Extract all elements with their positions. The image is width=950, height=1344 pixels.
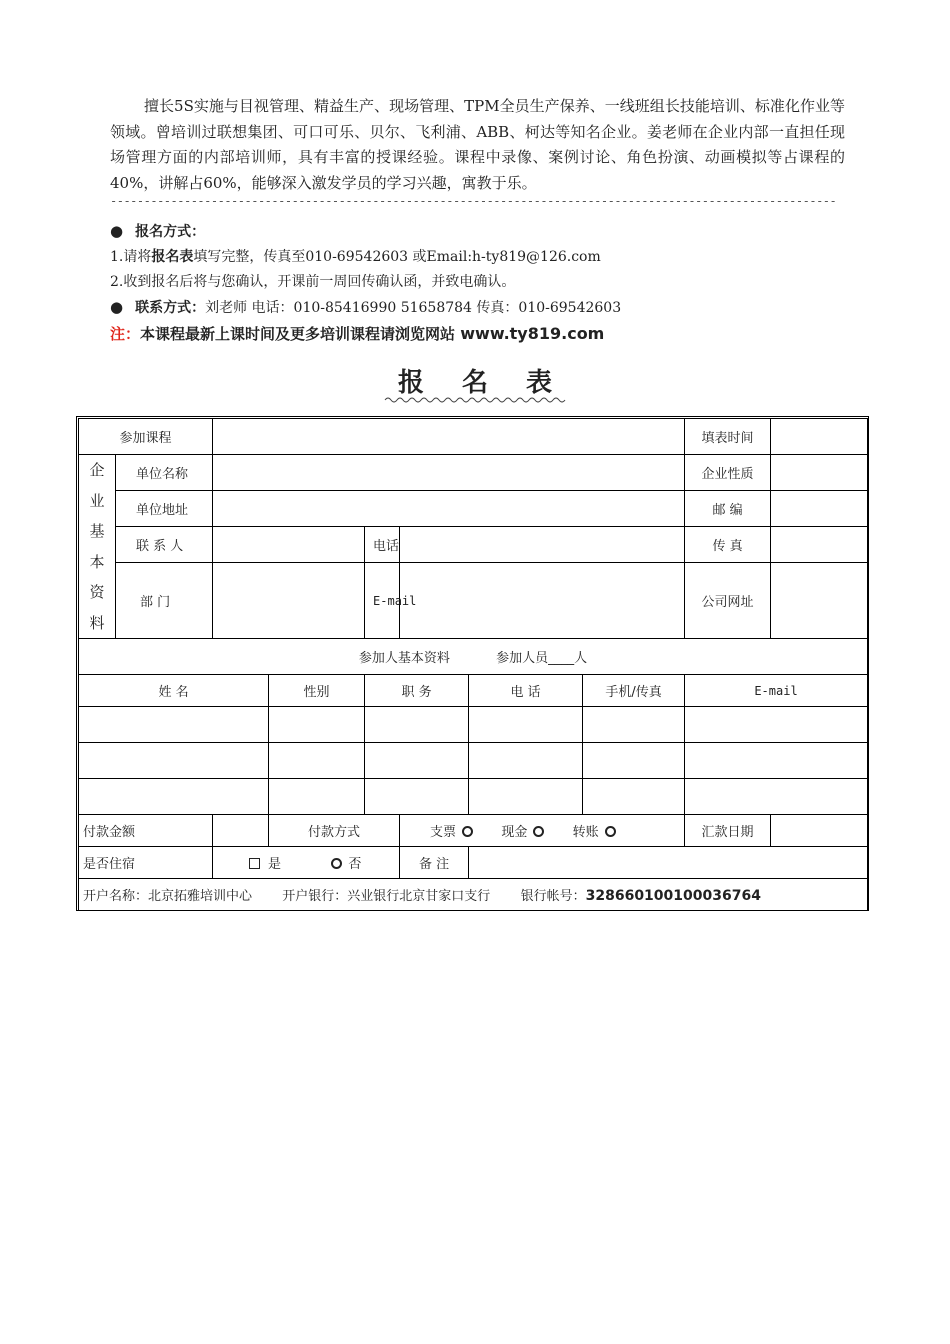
bullet-icon: ● [110,222,124,240]
checkbox-yes-icon[interactable] [249,858,260,869]
step1-bold: 报名表 [151,249,194,265]
attendee-phone-field[interactable] [469,743,583,779]
col-gender: 性别 [269,675,365,707]
lodging-options [213,847,400,879]
registration-section [110,219,621,347]
attendee-mobile-field[interactable] [583,707,685,743]
attendee-mobile-field[interactable] [583,743,685,779]
col-email: E-mail [685,675,868,707]
col-phone: 电 话 [469,675,583,707]
radio-transfer-icon[interactable] [605,826,616,837]
account-name: 开户名称：北京拓雅培训中心 [83,889,253,904]
attendee-row [79,743,868,779]
contact-person-label: 联 系 人 [116,527,213,563]
course-label: 参加课程 [79,419,213,455]
attendee-row [79,779,868,815]
title-underline [385,396,570,404]
attendee-name-field[interactable] [79,779,269,815]
attendee-name-field[interactable] [79,707,269,743]
company-name-label: 单位名称 [116,455,213,491]
contact-person-field[interactable] [213,527,365,563]
attendee-gender-field[interactable] [269,779,365,815]
postcode-label: 邮 编 [685,491,771,527]
option-check-label: 支票 [430,825,457,840]
contact-label: 联系方式： [135,300,206,316]
form-title: 报名表 [397,368,590,398]
step1-prefix: 1.请将 [110,249,152,265]
payment-method-label: 付款方式 [269,815,400,847]
remarks-label: 备 注 [400,847,469,879]
payment-options [400,815,685,847]
course-row [79,419,868,455]
bank-row [79,879,868,911]
lodging-row [79,847,868,879]
registration-step-1 [110,245,621,270]
attendee-email-field[interactable] [685,707,868,743]
attendee-gender-field[interactable] [269,707,365,743]
contact-line [110,295,621,321]
bank-info [79,879,868,911]
registration-form [78,418,868,911]
remarks-field[interactable] [469,847,868,879]
attendee-phone-field[interactable] [469,779,583,815]
fax-field[interactable] [771,527,868,563]
postcode-field[interactable] [771,491,868,527]
attendee-section-header [79,639,868,675]
attendee-section-label: 参加人基本资料 [358,651,450,666]
option-yes-label: 是 [268,857,282,872]
attendee-position-field[interactable] [365,707,469,743]
phone-field[interactable] [400,527,685,563]
account-number-label: 银行帐号： [520,889,586,904]
address-field[interactable] [213,491,685,527]
divider-line: ------------------------------------------------------------------------------------------------------------ [110,194,837,208]
attendee-phone-field[interactable] [469,707,583,743]
attendee-count-field[interactable]: 参加人员____人 [496,651,588,666]
payment-row [79,815,868,847]
attendee-mobile-field[interactable] [583,779,685,815]
intro-paragraph [110,94,845,196]
note-label: 注： [110,325,141,343]
company-section-text: 企业基本资料 [89,461,105,632]
remit-date-field[interactable] [771,815,868,847]
account-number: 328660100100036764 [585,888,761,904]
company-type-field[interactable] [771,455,868,491]
payment-amount-field[interactable] [213,815,269,847]
option-transfer-label: 转账 [572,825,599,840]
attendee-position-field[interactable] [365,743,469,779]
website-field[interactable] [771,563,868,639]
radio-check-icon[interactable] [462,826,473,837]
registration-step-2: 2.收到报名后将与您确认，开课前一周回传确认函，并致电确认。 [110,274,516,290]
remit-date-label: 汇款日期 [685,815,771,847]
website-link[interactable]: www.ty819.com [460,324,605,343]
department-label: 部 门 [116,563,213,639]
department-field[interactable] [213,563,365,639]
option-no-label: 否 [348,857,362,872]
col-mobile: 手机/传真 [583,675,685,707]
lodging-label: 是否住宿 [79,847,213,879]
address-row [79,491,868,527]
note-text: 本课程最新上课时间及更多培训课程请浏览网站 [140,325,461,343]
note-line [110,321,621,347]
col-position: 职 务 [365,675,469,707]
attendee-email-field[interactable] [685,743,868,779]
option-cash-label: 现金 [501,825,528,840]
email-field[interactable] [400,563,685,639]
phone-label: 电话 [365,527,400,563]
fill-time-label: 填表时间 [685,419,771,455]
bullet-icon: ● [110,298,124,316]
col-name: 姓 名 [79,675,269,707]
company-section-label [79,455,116,639]
address-label: 单位地址 [116,491,213,527]
contact-info: 刘老师 电话：010-85416990 51658784 传真：010-69542603 [205,300,622,316]
attendee-header-row [79,675,868,707]
attendee-name-field[interactable] [79,743,269,779]
registration-heading-text: 报名方式： [135,224,206,240]
attendee-row [79,707,868,743]
company-name-row [79,455,868,491]
company-name-field[interactable] [213,455,685,491]
attendee-section-row [79,639,868,675]
fax-label: 传 真 [685,527,771,563]
website-label: 公司网址 [685,563,771,639]
registration-heading [110,219,621,245]
radio-cash-icon[interactable] [533,826,544,837]
contact-row [79,527,868,563]
bank-name: 开户银行：兴业银行北京甘家口支行 [282,889,491,904]
email-label: E-mail [365,563,400,639]
step1-suffix: 填写完整，传真至010-69542603 或Email:h-ty819@126.com [193,249,601,265]
department-row [79,563,868,639]
radio-no-icon[interactable] [331,858,342,869]
attendee-email-field[interactable] [685,779,868,815]
attendee-position-field[interactable] [365,779,469,815]
payment-amount-label: 付款金额 [79,815,213,847]
intro-text: 擅长5S实施与目视管理、精益生产、现场管理、TPM全员生产保养、一线班组长技能培训、标准化作业等领域。曾培训过联想集团、可口可乐、贝尔、飞利浦、ABB、柯达等知名企业。姜老师在企业内部一直担任现场管理方面的内部培训师，具有丰富的授课经验。课程中录像、案例讨论、角色扮演、动画模拟等占课程的40%，讲解占60%，能够深入激发学员的学习兴趣，寓教于乐。 [110,97,845,192]
course-field[interactable] [213,419,685,455]
company-type-label: 企业性质 [685,455,771,491]
fill-time-field[interactable] [771,419,868,455]
attendee-gender-field[interactable] [269,743,365,779]
